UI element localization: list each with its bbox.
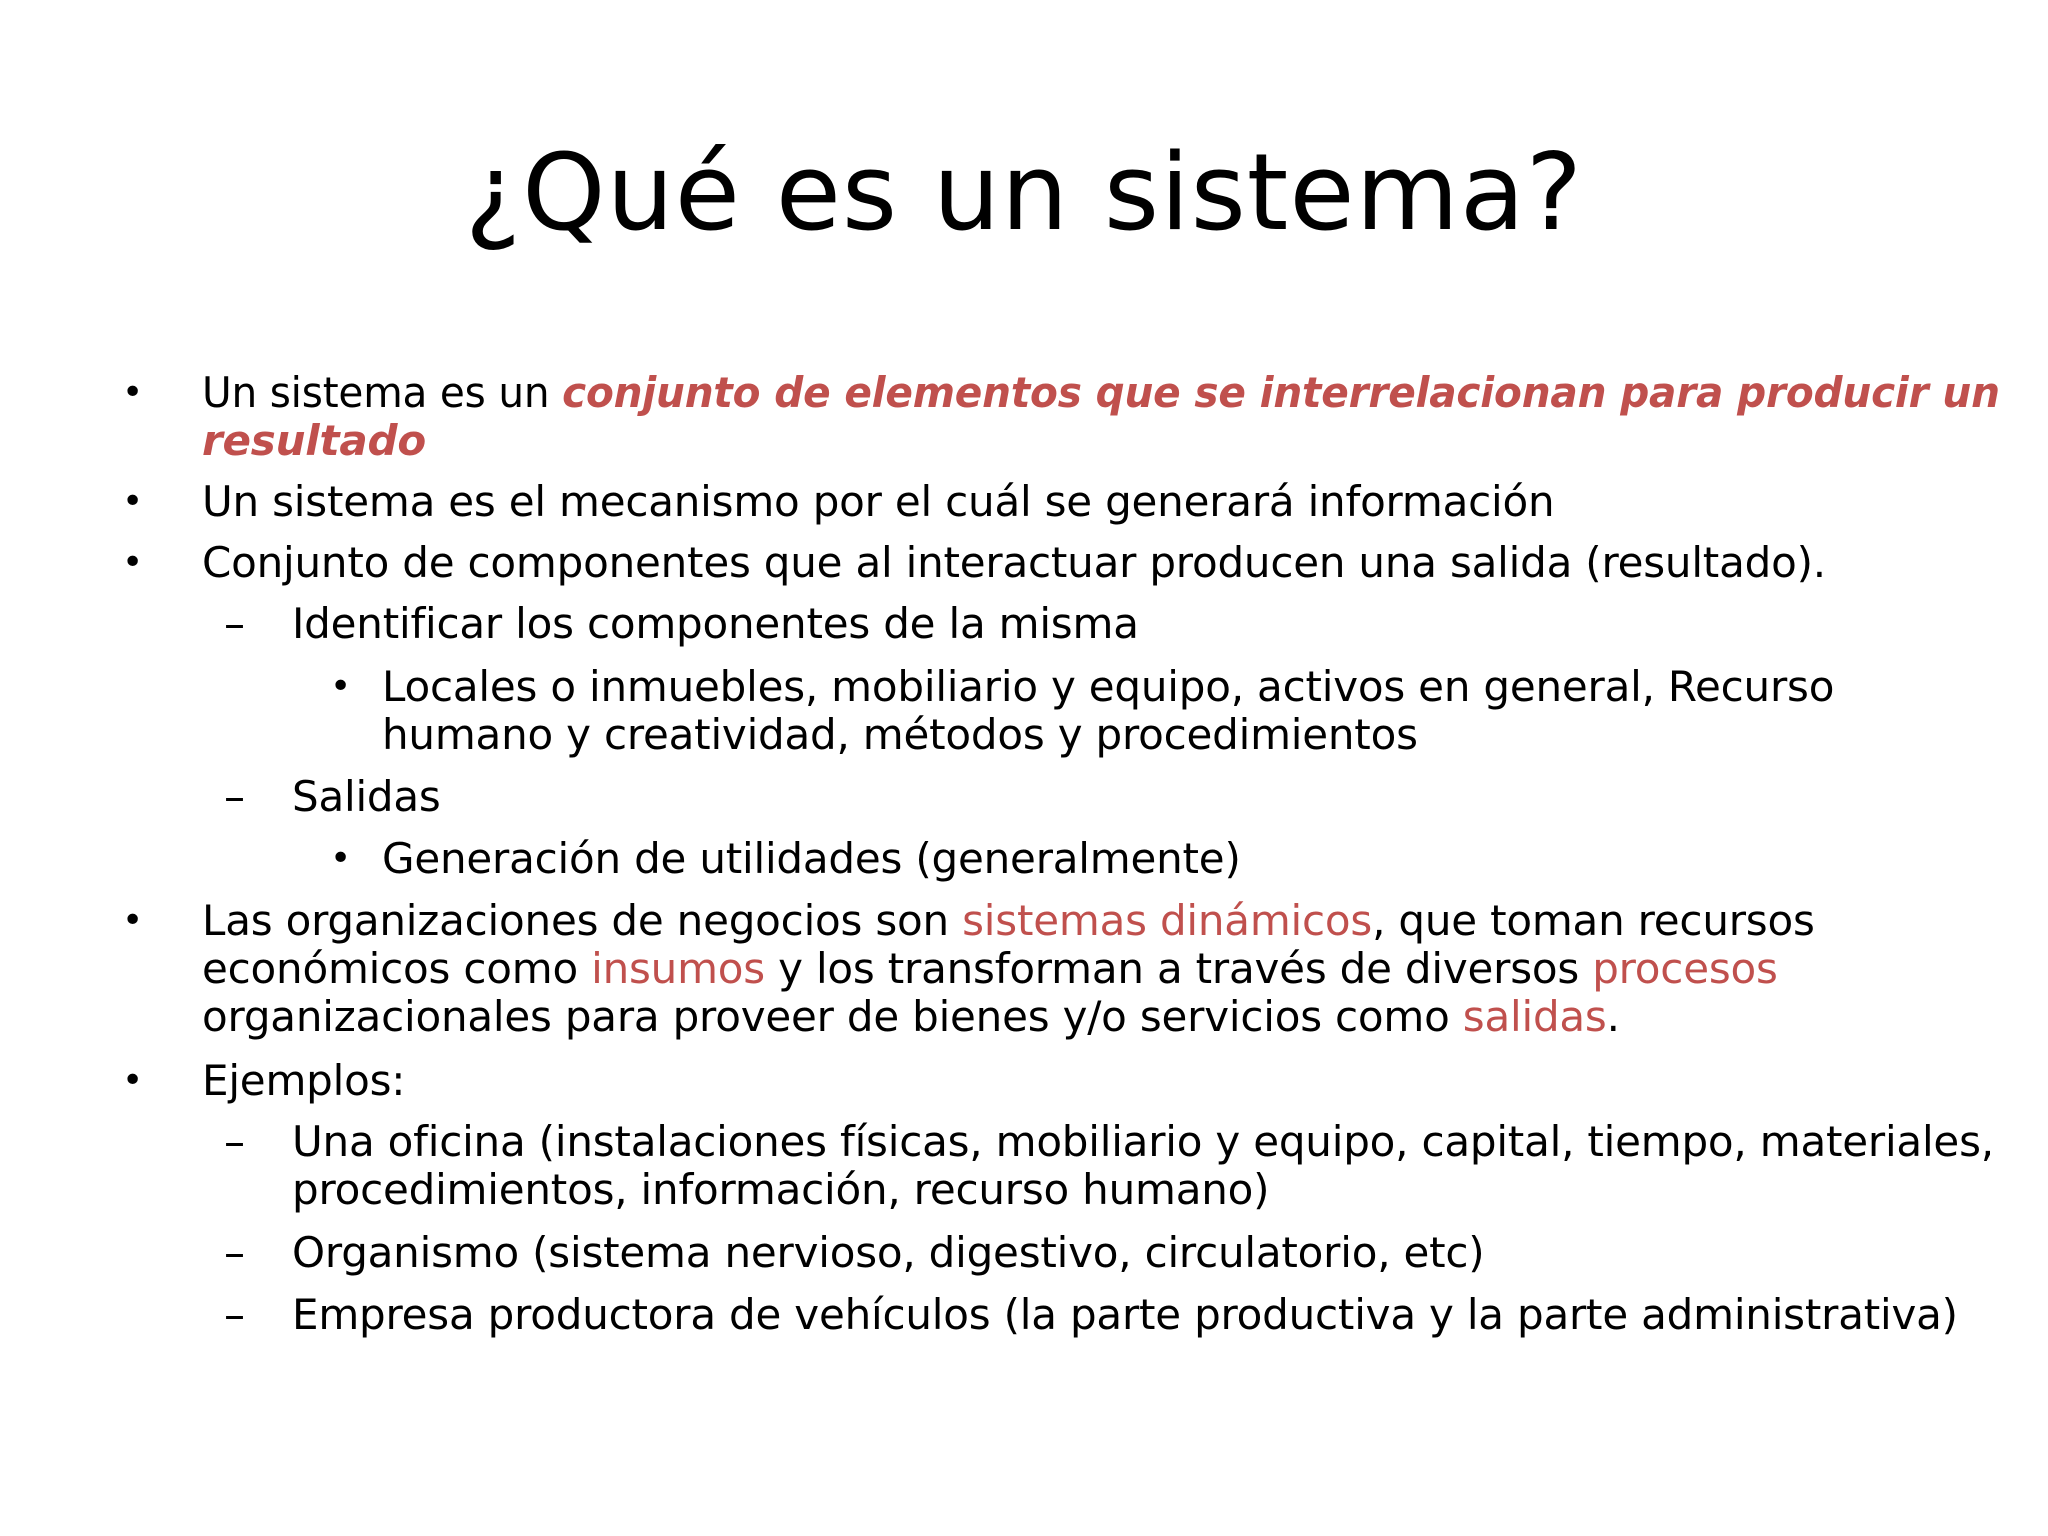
bullet-5-sub-1-line-2: procedimientos, información, recurso humano) bbox=[292, 1165, 1270, 1214]
bullet-marker: • bbox=[330, 838, 352, 879]
bullet-3-sub-2: Salidas bbox=[292, 772, 441, 821]
bullet-3-sub-1-item-line-1: Locales o inmuebles, mobiliario y equipo, activos en general, Recurso bbox=[382, 662, 1835, 711]
bullet-5-sub-1-line-1: Una oficina (instalaciones físicas, mobiliario y equipo, capital, tiempo, materiales, bbox=[292, 1117, 1994, 1166]
slide-title: ¿Qué es un sistema? bbox=[464, 131, 1584, 254]
dash-marker: – bbox=[224, 599, 245, 648]
bullet-5-text: Ejemplos: bbox=[202, 1056, 406, 1105]
bullet-1-line-1 bbox=[202, 368, 2000, 418]
highlight-sistemas-dinamicos: sistemas dinámicos bbox=[962, 896, 1373, 945]
highlight-procesos: procesos bbox=[1592, 944, 1778, 993]
bullet-marker: • bbox=[122, 900, 144, 941]
bullet-4-line-2 bbox=[202, 944, 1778, 994]
bullet-4-line-1 bbox=[202, 896, 1815, 946]
bullet-4-text: , que toman recursos bbox=[1372, 896, 1815, 945]
dash-marker: – bbox=[224, 1117, 245, 1166]
bullet-5-sub-3: Empresa productora de vehículos (la parte productiva y la parte administrativa) bbox=[292, 1290, 1958, 1339]
bullet-1-text: Un sistema es un bbox=[202, 368, 563, 417]
bullet-3-sub-2-item: Generación de utilidades (generalmente) bbox=[382, 834, 1241, 883]
bullet-marker: • bbox=[330, 666, 352, 707]
bullet-3-text: Conjunto de componentes que al interactuar producen una salida (resultado). bbox=[202, 538, 1826, 587]
bullet-marker: • bbox=[122, 542, 144, 583]
bullet-marker: • bbox=[122, 1060, 144, 1101]
bullet-5-sub-2: Organismo (sistema nervioso, digestivo, circulatorio, etc) bbox=[292, 1228, 1485, 1277]
dash-marker: – bbox=[224, 1290, 245, 1339]
bullet-3-sub-1: Identificar los componentes de la misma bbox=[292, 599, 1139, 648]
bullet-4-text: Las organizaciones de negocios son bbox=[202, 896, 963, 945]
bullet-marker: • bbox=[122, 372, 144, 413]
bullet-4-text: . bbox=[1606, 992, 1620, 1041]
bullet-marker: • bbox=[122, 481, 144, 522]
dash-marker: – bbox=[224, 1228, 245, 1277]
bullet-4-text: organizacionales para proveer de bienes y/o servicios como bbox=[202, 992, 1463, 1041]
bullet-4-text: y los transforman a través de diversos bbox=[765, 944, 1593, 993]
highlight-insumos: insumos bbox=[591, 944, 765, 993]
bullet-1-highlight: conjunto de elementos que se interrelacionan para producir un bbox=[562, 368, 2000, 417]
bullet-3-sub-1-item-line-2: humano y creatividad, métodos y procedimientos bbox=[382, 710, 1418, 759]
bullet-1-line-2: resultado bbox=[202, 416, 427, 465]
dash-marker: – bbox=[224, 772, 245, 821]
bullet-4-text: económicos como bbox=[202, 944, 592, 993]
bullet-2-text: Un sistema es el mecanismo por el cuál se generará información bbox=[202, 477, 1555, 526]
highlight-salidas: salidas bbox=[1462, 992, 1607, 1041]
bullet-4-line-3 bbox=[202, 992, 1620, 1042]
